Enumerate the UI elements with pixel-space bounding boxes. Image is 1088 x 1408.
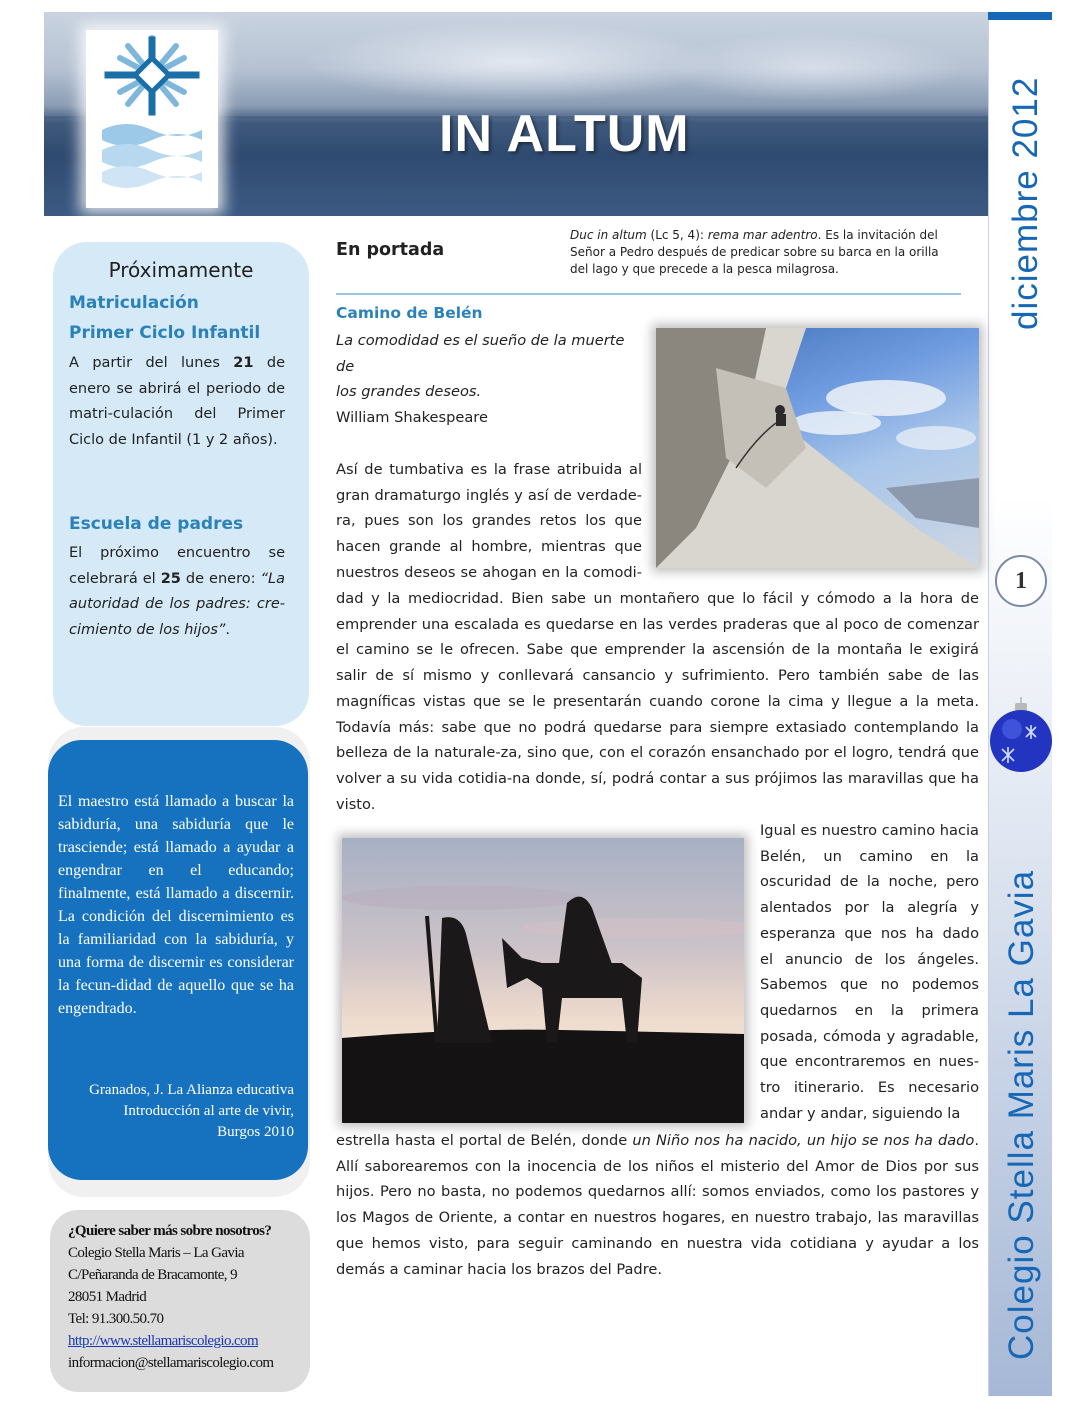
- enrollment-subtitle: Primer Ciclo Infantil: [69, 323, 261, 343]
- parents-school-text: El próximo encuentro se celebrará el 25 de enero: “La autoridad de los padres: cre-cimiento de los hijos”.: [69, 545, 285, 638]
- paragraph-2-wrap: Igual es nuestro camino hacia Belén, un camino en la oscuridad de la noche, pero alentados por la alegría y esperanza que nos ha dado el anuncio de los ángeles. Sabemos que no podemos quedarnos en la primera posada, cómoda y agradable, que encontraremos en nues-tro itinerario. Es necesario andar y andar, siguiendo la: [760, 822, 979, 1122]
- website-link[interactable]: http://www.stellamariscolegio.com: [68, 1333, 259, 1349]
- enrollment-text: A partir del lunes 21 de enero se abrirá el periodo de matri-culación del Primer Ciclo de Infantil (1 y 2 años).: [69, 355, 286, 448]
- quote-box: [48, 740, 308, 1180]
- sky-cloud: [664, 32, 964, 102]
- intro-note: Duc in altum (Lc 5, 4): rema mar adentro. Es la invitación del Señor a Pedro después de predicar sobre su barca en la orilla del lago y que precede a la pesca milagrosa.: [570, 228, 939, 276]
- paragraph-1-wrap: Así de tumbativa es la frase atribuida al gran dramaturgo inglés y así de verdade-ra, pues son los grandes retos los que hacen grande al hombre, mientras que nuestros deseos se ahogan en la comodi-: [336, 461, 642, 581]
- climber-photo: [656, 328, 979, 568]
- contact-city: 28051 Madrid: [68, 1289, 147, 1305]
- epigraph: [336, 328, 642, 405]
- upcoming-box: [53, 242, 309, 726]
- quote-citation: [54, 1080, 294, 1143]
- contact-details: [68, 1220, 308, 1374]
- epigraph-line: La comodidad es el sueño de la muerte de: [336, 332, 625, 375]
- epigraph-author: William Shakespeare: [336, 409, 488, 426]
- article-title: Camino de Belén: [336, 304, 483, 322]
- contact-heading: ¿Quiere saber más sobre nosotros?: [68, 1223, 272, 1239]
- contact-email[interactable]: informacion@stellamariscolegio.com: [68, 1355, 274, 1371]
- page-number: 1: [995, 555, 1047, 607]
- header-banner: [44, 12, 988, 216]
- citation-line: Burgos 2010: [217, 1124, 294, 1140]
- issue-date: diciembre 2012: [1006, 76, 1045, 330]
- contact-school: Colegio Stella Maris – La Gavia: [68, 1245, 244, 1261]
- right-sidebar-topbar: [988, 12, 1052, 20]
- contact-box: [50, 1210, 310, 1392]
- sky-cloud: [304, 22, 724, 102]
- paragraph-2: estrella hasta el portal de Belén, donde un Niño nos ha nacido, un hijo se nos ha dado. Allí saborearemos con la inocencia de los niños el misterio del Amor de Dios por sus hijos. Pero no basta, no podemos quedarnos allí: somos enviados, como los pastores y los Magos de Oriente, a contar en nuestros hogares, en nuestro trabajo, las maravillas que hemos visto, para seguir caminando en nuestra vida cotidiana y ayudar a los demás a caminar hacia los brazos del Padre.: [336, 1132, 979, 1278]
- quote-text: El maestro está llamado a buscar la sabiduría, una sabiduría que le trasciende; está llamado a ayudar a engendrar en el educando; finalmente, está llamado a discernir. La condición del discernimiento es la familiaridad con la sabiduría, y una forma de discernir es considerar la fecun-didad de aquello que se ha engendrado.: [58, 793, 294, 1017]
- newsletter-title: IN ALTUM: [439, 105, 690, 163]
- school-logo: [86, 30, 218, 208]
- nativity-silhouette-photo: [342, 838, 744, 1123]
- stella-maris-logo-icon: [86, 30, 218, 208]
- epigraph-line: los grandes deseos.: [336, 383, 482, 401]
- contact-phone: Tel: 91.300.50.70: [68, 1311, 164, 1327]
- section-label: En portada: [336, 240, 445, 260]
- upcoming-heading: Próximamente: [108, 258, 254, 282]
- christmas-ornament-icon: [988, 697, 1054, 777]
- citation-line: Introducción al arte de vivir,: [123, 1103, 294, 1119]
- enrollment-title: Matriculación: [69, 293, 199, 313]
- paragraph-1: dad y la mediocridad. Bien sabe un montañero que lo fácil y cómodo a la hora de emprender una escalada es quedarse en las verdes praderas que al poco de comenzar el camino se le ofrecen. Sabe que emprender la ascensión de la montaña le exigirá salir de sí mismo y conllevará cansancio y sufrimiento. Pero también sabe de las magníficas vistas que se le presentarán cuando corone la cima y llegue a la meta. Todavía más: sabe que no podrá quedarse para siempre extasiado contemplando la belleza de la naturale-za, sino que, con el corazón ensanchado por el logro, tendrá que volver a su vida cotidia-na donde, sí, podrá contar a sus prójimos las maravillas que ha visto.: [336, 590, 979, 813]
- citation-line: Granados, J. La Alianza educativa: [89, 1082, 294, 1098]
- school-name-vertical: Colegio Stella Maris La Gavia: [1002, 869, 1041, 1360]
- parents-school-title: Escuela de padres: [69, 514, 244, 534]
- section-divider: [336, 293, 961, 295]
- contact-address: C/Peñaranda de Bracamonte, 9: [68, 1267, 237, 1283]
